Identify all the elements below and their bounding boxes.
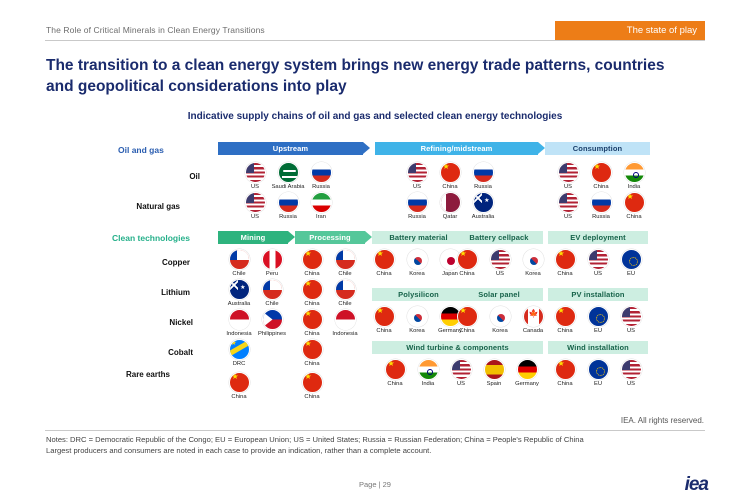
flag-cn-icon	[591, 162, 612, 183]
flag-us-icon	[490, 249, 511, 270]
flag-ru-icon	[278, 192, 299, 213]
flag-cn-icon	[440, 162, 461, 183]
flag-caption: Russia	[408, 214, 426, 220]
flag-es-icon	[484, 359, 505, 380]
flag-caption: US	[412, 184, 422, 190]
flag-item-solar-panel-cn	[450, 306, 484, 334]
flag-eu-icon	[621, 249, 642, 270]
flag-caption: China	[376, 328, 392, 334]
flag-cn-icon	[302, 309, 323, 330]
flag-caption: Qatar	[442, 214, 458, 220]
flag-caption: Korea	[492, 328, 508, 334]
row-label-lithium: Lithium	[161, 288, 190, 297]
flag-ru-icon	[591, 192, 612, 213]
flag-cl-icon	[262, 279, 283, 300]
flag-item-pv-installation-eu	[581, 306, 615, 334]
flag-cn-icon	[374, 306, 395, 327]
flag-caption: Russia	[474, 184, 492, 190]
flag-item-gas-upstream-ru	[271, 192, 305, 220]
flag-caption: US	[626, 381, 636, 387]
flag-caption: China	[304, 301, 320, 307]
row-label-oil: Oil	[189, 172, 200, 181]
flag-caption: US	[250, 184, 260, 190]
flag-id-icon	[335, 309, 356, 330]
flag-item-polysilicon-kr	[400, 306, 434, 334]
flag-caption: Korea	[525, 271, 541, 277]
flag-in-icon	[624, 162, 645, 183]
flag-item-cobalt-processing-cn	[295, 339, 329, 367]
flag-caption: Russia	[279, 214, 297, 220]
flag-cl-icon	[335, 249, 356, 270]
flag-cn-icon	[555, 306, 576, 327]
flag-caption: India	[421, 381, 435, 387]
flag-caption: China	[304, 394, 320, 400]
flag-item-copper-processing-cl	[328, 249, 362, 277]
flag-item-battery-cellpack-us	[483, 249, 517, 277]
flag-item-nickel-processing-cn	[295, 309, 329, 337]
flag-item-wind-turbine-us	[444, 359, 478, 387]
flag-us-icon	[407, 162, 428, 183]
flag-de-icon	[517, 359, 538, 380]
flag-au-icon	[229, 279, 250, 300]
page-title: The transition to a clean energy system brings new energy trade patterns, countries and geopolitical considerations into play	[46, 57, 665, 95]
iea-logo: iea	[684, 474, 708, 495]
flag-caption: Saudi Arabia	[271, 184, 305, 190]
flag-us-icon	[245, 162, 266, 183]
flag-caption: India	[627, 184, 641, 190]
flag-item-rare-mining-cn	[222, 372, 256, 400]
flag-us-icon	[558, 162, 579, 183]
flag-caption: Chile	[338, 301, 352, 307]
flag-us-icon	[558, 192, 579, 213]
flag-caption: China	[231, 394, 247, 400]
row-label-copper: Copper	[162, 258, 190, 267]
flag-eu-icon	[588, 306, 609, 327]
bar-solar-panel: Solar panel	[455, 288, 543, 301]
flag-caption: China	[304, 331, 320, 337]
flag-caption: China	[442, 184, 458, 190]
flag-caption: Chile	[265, 301, 279, 307]
flag-caption: China	[387, 381, 403, 387]
flag-caption: Spain	[486, 381, 502, 387]
flag-caption: China	[626, 214, 642, 220]
flag-item-wind-installation-cn	[548, 359, 582, 387]
flag-caption: US	[626, 328, 636, 334]
flag-caption: Russia	[312, 184, 330, 190]
flag-item-solar-panel-ca	[516, 306, 550, 334]
flag-cn-icon	[374, 249, 395, 270]
flag-caption: Germany	[515, 381, 539, 387]
flag-item-cobalt-mining-cd	[222, 339, 256, 367]
bar-pv-installation: PV installation	[548, 288, 648, 301]
flag-item-gas-upstream-ir	[304, 192, 338, 220]
flag-item-copper-mining-cl	[222, 249, 256, 277]
flag-item-oil-refining-cn	[433, 162, 467, 190]
flag-item-oil-refining-ru	[466, 162, 500, 190]
flag-item-wind-turbine-de	[510, 359, 544, 387]
flag-caption: China	[557, 328, 573, 334]
flag-item-lithium-mining-cl	[255, 279, 289, 307]
flag-item-wind-installation-us	[614, 359, 648, 387]
flag-caption: China	[557, 381, 573, 387]
flag-caption: Iran	[316, 214, 326, 220]
flag-cn-icon	[229, 372, 250, 393]
flag-item-lithium-processing-cl	[328, 279, 362, 307]
notes-line-2: Largest producers and consumers are noted in each case to provide an indication, rather than a complete account.	[46, 446, 432, 455]
section-tag-label: The state of play	[626, 25, 697, 36]
chart-subtitle: Indicative supply chains of oil and gas and selected clean energy technologies	[187, 111, 563, 122]
flag-us-icon	[588, 249, 609, 270]
flag-item-ev-deployment-eu	[614, 249, 648, 277]
flag-item-wind-installation-eu	[581, 359, 615, 387]
flag-cn-icon	[457, 306, 478, 327]
flag-item-gas-refining-au	[466, 192, 500, 220]
flag-item-oil-consumption-cn	[584, 162, 618, 190]
flag-item-copper-processing-cn	[295, 249, 329, 277]
flag-cl-icon	[229, 249, 250, 270]
bar-polysilicon: Polysilicon	[372, 288, 465, 301]
flag-caption: Germany	[438, 328, 462, 334]
section-label-clean-tech: Clean technologies	[112, 233, 190, 243]
flag-kr-icon	[490, 306, 511, 327]
flag-ru-icon	[311, 162, 332, 183]
flag-caption: China	[557, 271, 573, 277]
flag-item-ev-deployment-cn	[548, 249, 582, 277]
bar-battery-material: Battery material	[372, 231, 465, 244]
flag-cn-icon	[555, 359, 576, 380]
flag-item-pv-installation-us	[614, 306, 648, 334]
flag-caption: Australia	[471, 214, 495, 220]
flag-item-nickel-processing-id	[328, 309, 362, 337]
flag-kr-icon	[523, 249, 544, 270]
flag-ru-icon	[473, 162, 494, 183]
flag-item-oil-upstream-us	[238, 162, 272, 190]
flag-item-wind-turbine-cn	[378, 359, 412, 387]
flag-item-battery-cellpack-kr	[516, 249, 550, 277]
flag-cl-icon	[335, 279, 356, 300]
flag-item-battery-cellpack-cn	[450, 249, 484, 277]
flag-item-gas-consumption-ru	[584, 192, 618, 220]
flag-caption: Indonesia	[226, 331, 252, 337]
flag-us-icon	[621, 306, 642, 327]
flag-item-gas-consumption-us	[551, 192, 585, 220]
flag-caption: DRC	[232, 361, 246, 367]
section-tag	[555, 21, 705, 40]
flag-item-copper-mining-pe	[255, 249, 289, 277]
bar-wind-installation: Wind installation	[548, 341, 648, 354]
flag-cn-icon	[302, 249, 323, 270]
bar-battery-cellpack: Battery cellpack	[455, 231, 543, 244]
flag-caption: China	[376, 271, 392, 277]
flag-item-oil-refining-us	[400, 162, 434, 190]
notes-divider	[45, 430, 705, 431]
flag-item-oil-upstream-sa	[271, 162, 305, 190]
flag-id-icon	[229, 309, 250, 330]
flag-kr-icon	[407, 249, 428, 270]
notes-line-1: Notes: DRC = Democratic Republic of the Congo; EU = European Union; US = United States; Russia = Russian Federation; China = People's Republic of China	[46, 435, 584, 444]
flag-item-gas-refining-ru	[400, 192, 434, 220]
flag-caption: EU	[626, 271, 636, 277]
flag-caption: China	[304, 271, 320, 277]
flag-item-wind-turbine-es	[477, 359, 511, 387]
breadcrumb: The Role of Critical Minerals in Clean Energy Transitions	[46, 25, 265, 35]
flag-item-ev-deployment-us	[581, 249, 615, 277]
flag-caption: EU	[593, 328, 603, 334]
flag-item-oil-consumption-in	[617, 162, 651, 190]
flag-caption: Peru	[265, 271, 279, 277]
bar-upstream: Upstream	[218, 142, 363, 155]
flag-item-battery-material-cn	[367, 249, 401, 277]
flag-cn-icon	[302, 339, 323, 360]
flag-us-icon	[621, 359, 642, 380]
flag-ph-icon	[262, 309, 283, 330]
flag-caption: US	[456, 381, 466, 387]
row-label-rare-earths: Rare earths	[125, 370, 170, 379]
flag-caption: US	[563, 184, 573, 190]
flag-caption: Chile	[338, 271, 352, 277]
flag-item-lithium-mining-au	[222, 279, 256, 307]
flag-cn-icon	[555, 249, 576, 270]
flag-caption: US	[495, 271, 505, 277]
flag-cn-icon	[385, 359, 406, 380]
flag-item-gas-upstream-us	[238, 192, 272, 220]
flag-caption: China	[304, 361, 320, 367]
flag-us-icon	[245, 192, 266, 213]
flag-caption: US	[250, 214, 260, 220]
flag-caption: Philippines	[257, 331, 287, 337]
flag-item-nickel-mining-id	[222, 309, 256, 337]
flag-cn-icon	[457, 249, 478, 270]
flag-caption: China	[459, 328, 475, 334]
flag-caption: Japan	[442, 271, 458, 277]
flag-item-battery-material-kr	[400, 249, 434, 277]
flag-caption: Australia	[227, 301, 251, 307]
flag-caption: US	[563, 214, 573, 220]
row-label-natural-gas: Natural gas	[136, 202, 180, 211]
flag-caption: Canada	[522, 328, 544, 334]
rights-note: IEA. All rights reserved.	[620, 416, 704, 425]
flag-cn-icon	[302, 279, 323, 300]
flag-item-gas-refining-qa	[433, 192, 467, 220]
flag-caption: US	[593, 271, 603, 277]
flag-caption: Chile	[232, 271, 246, 277]
flag-caption: EU	[593, 381, 603, 387]
flag-eu-icon	[588, 359, 609, 380]
bar-mining: Mining	[218, 231, 288, 244]
flag-cn-icon	[624, 192, 645, 213]
bar-ev-deployment: EV deployment	[548, 231, 648, 244]
flag-item-oil-consumption-us	[551, 162, 585, 190]
flag-caption: Russia	[592, 214, 610, 220]
flag-caption: Korea	[409, 328, 425, 334]
flag-item-rare-processing-cn	[295, 372, 329, 400]
section-label-oil-gas: Oil and gas	[118, 145, 164, 155]
row-label-nickel: Nickel	[169, 318, 193, 327]
flag-au-icon	[473, 192, 494, 213]
header-divider	[45, 40, 705, 41]
page-number: Page | 29	[359, 480, 391, 489]
flag-item-solar-panel-kr	[483, 306, 517, 334]
flag-cd-icon	[229, 339, 250, 360]
row-label-cobalt: Cobalt	[168, 348, 193, 357]
flag-ca-icon	[523, 306, 544, 327]
flag-sa-icon	[278, 162, 299, 183]
flag-item-oil-upstream-ru	[304, 162, 338, 190]
bar-refining: Refining/midstream	[375, 142, 538, 155]
notes	[46, 434, 706, 456]
flag-caption: Korea	[409, 271, 425, 277]
bar-consumption: Consumption	[545, 142, 650, 155]
bar-wind-turbine: Wind turbine & components	[372, 341, 543, 354]
bar-processing: Processing	[295, 231, 365, 244]
flag-item-polysilicon-cn	[367, 306, 401, 334]
flag-qa-icon	[440, 192, 461, 213]
flag-item-lithium-processing-cn	[295, 279, 329, 307]
flag-ru-icon	[407, 192, 428, 213]
flag-ir-icon	[311, 192, 332, 213]
flag-caption: China	[459, 271, 475, 277]
flag-caption: Indonesia	[332, 331, 358, 337]
flag-pe-icon	[262, 249, 283, 270]
flag-item-gas-consumption-cn	[617, 192, 651, 220]
flag-cn-icon	[302, 372, 323, 393]
flag-item-wind-turbine-in	[411, 359, 445, 387]
flag-item-nickel-mining-ph	[255, 309, 289, 337]
flag-us-icon	[451, 359, 472, 380]
flag-in-icon	[418, 359, 439, 380]
flag-caption: China	[593, 184, 609, 190]
flag-kr-icon	[407, 306, 428, 327]
flag-item-pv-installation-cn	[548, 306, 582, 334]
